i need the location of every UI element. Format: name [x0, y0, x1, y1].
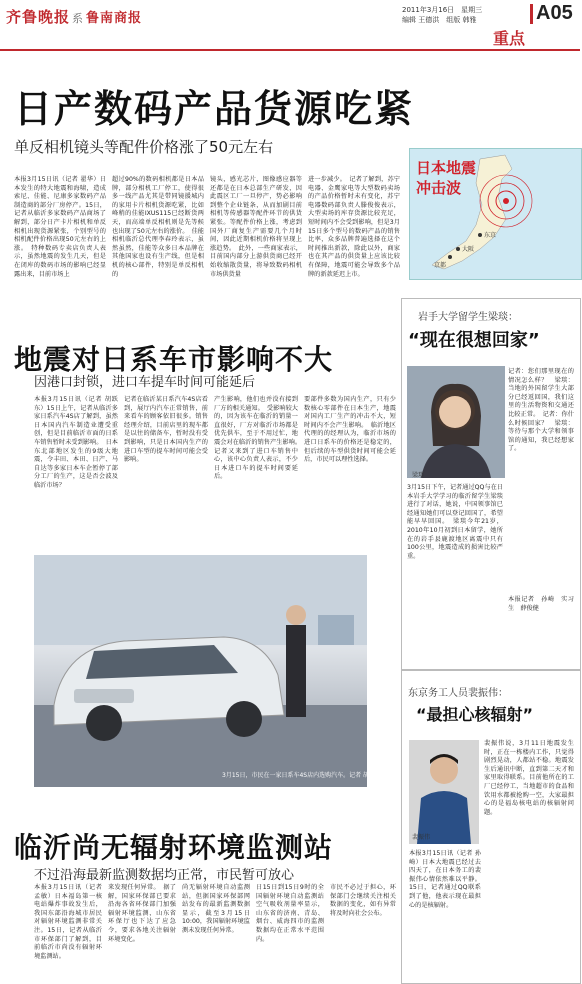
interview2-kicker: 东京务工人员裴振伟： — [408, 688, 508, 699]
story1-headline: 日产数码产品货源吃紧 — [14, 87, 415, 131]
story3-headline: 临沂尚无辐射环境监测站 — [14, 831, 334, 864]
paper-name: 齐鲁晚报 — [6, 8, 71, 26]
interview2-body: 本报3月15日讯（记者 孙崎）日本大地震已经过去四天了，在日本务工的裴振伟心情依然难以平静。15日，记者通过QQ联系到了他，他表示现在最担心的是核辐射。 — [409, 850, 481, 909]
editor-line: 编辑 王德洪 组版 韩雅 — [402, 16, 477, 24]
car-photo-caption: 3月15日，市民在一家日系车4S店内选购汽车。记者 胡跃东 摄 — [222, 772, 389, 779]
interview2-quote: “最担心核辐射” — [416, 705, 534, 724]
story3-column-1: 本报3月15日讯（记者 孟敏）日本福岛第一核电站爆炸事故发生后，我国东部沿海城市居民对辐射环境监测非常关注。15日，记者从临沂市环保部门了解到，目前临沂市尚没有辐射环境监测站。 — [34, 884, 102, 960]
story3-column-3: 尚无辐射环境自动监测站，但据国家环保部网站发布的最新监测数据显示，截至3月15日10:00，我国辐射环境监测未发现任何异常。 — [182, 884, 250, 934]
story2-column-3: 产生影响，他们也并没有接到厂方的相关通知。 受影响较大的，因为该车在临沂的销量一直很好，厂方对临沂市场都是优先供车，至于不用过忙，地震会对在临沂的销售产生影响。 记者又来到了进口车销售中心，该中心负责人表示，不少日本进口车的提车时间要延后。 — [214, 396, 305, 481]
story1-column-3: 镜头，感光芯片，图像感应器等还都是在日本总部生产研发，因此震区工厂一旦停产，势必影响到整个企业链条，从而加剧目前相机等传感器等配件环节的供货紧张。等配件价格上涨，考虑到国外厂商复生产需要几个月时间，因此近期相机价格将呈现上涨趋势。 此外，一些商家表示，目前国内部分上游供货商已经开始收缩散货量，将导致数码相机市场供货量 — [210, 176, 302, 278]
map-city-osaka: 大阪 — [462, 246, 475, 253]
newspaper-logo — [6, 6, 142, 27]
interview2-photo-caption: 裴振伟 — [412, 834, 431, 841]
interview1-quote: “现在很想回家” — [408, 330, 540, 351]
story1-column-4: 进一步减少。 记者了解到，苏宁电器、金鹰家电等大型数码卖场的产品价格暂时未有变化，苏宁电器数码部负责人滕俊俊表示，大型卖场的库存货源比较充足，短时间内不会受到影响，但是3月15日多个型号的数码产品的销售比率，众多品牌普遍选择在这个时间推出新款，除此以外，商家也在其产品的供货量上应该比较有保障，地震可能会导致多个品牌的新款延迟上市。 — [308, 176, 400, 278]
story2-column-1: 本报3月15日讯（记者 胡跃东）15日上午，记者从临沂多家日系汽车4S店了解到，虽然日本国内汽车制造业遭受重创，但是目前临沂市面的日系车销售暂时未受到影响。 日本东北部地区发生的9级大地震，令丰田、本田、日产、马自达等多家日本车企暂停了部分工厂的生产，这是否会波及临沂市场？ — [34, 396, 118, 489]
story1-subhead: 单反相机镜头等配件价格涨了50元左右 — [14, 138, 274, 156]
logo-separator: 系 — [72, 12, 85, 25]
issue-date: 2011年3月16日 星期三 — [402, 6, 483, 14]
story2-column-4: 要部件多数为国内生产，只有少数核心零部件在日本生产，地震对国内工厂生产的冲击不大，短时间内不会产生影响。 临沂地区代理的的经理认为，临沂市场的进口日系车的价格还是稳定的，但后续的车型供货时间可能会延后，市民可以理性选择。 — [304, 396, 396, 464]
map-city-tokyo: 东京 — [484, 232, 497, 239]
person-photo-icon — [407, 366, 505, 478]
car-showroom-photo — [34, 555, 367, 787]
story3-column-2: 来发现任何异常。 据了解，国家环保部已要求沿海各省环保部门加强辐射环境监测，山东省环保厅也下达了应急令，要求各地关注辐射环境变化。 — [108, 884, 176, 943]
story1-column-1: 本报3月15日讯（记者 翟华）日本发生的特大地震和海啸，造成索尼、佳能、尼康多家数码产品制造商的部分厂房停产。15日，记者从临沂多家数码产品商场了解到，部分日产卡片相机和单反相机出现货源紧张，个别型号的相机配件价格出现50元左右的上涨。 特种数码专卖店负责人表示，虽然地震的发生几天，但是在闭库的数码市场的影响已经显露出来，目前市场上 — [14, 176, 106, 278]
map-title-line2: 冲击波 — [416, 179, 462, 197]
story2-subhead: 因港口封锁，进口车提车时间可能延后 — [34, 375, 256, 390]
car-photo-illustration — [34, 555, 367, 787]
story3-subhead: 不过沿海最新监测数据均正常，市民暂可放心 — [34, 868, 295, 883]
interview1-body: 3月15日下午，记者通过QQ与在日本岩手大学学习的临沂留学生梁琰进行了对话，她说，中国领事馆已经通知她们可以登记回国了，希望能早早回国。 梁琰今年21岁，2010年10月初到日本留学，她所在的岩手县鹿渡地区离震中只有100公里，地震造成的损害比较严重。 — [407, 484, 503, 560]
interview1-byline: 本报记者 孙崎 实习生 薛俊健 — [508, 596, 574, 612]
interview2-side-column: 裴振伟说，3月11日地震发生时，正在一栋楼内工作，只觉得剧烈晃动，人都站不稳。地震发生后通讯中断，直到第二天才和家里取得联系。目前他所在的工厂已经停工，当地超市的食品和饮用水都被抢购一空，大家最担心的是福岛核电站的核辐射问题。 — [484, 740, 574, 816]
map-title-line1: 日本地震 — [416, 159, 477, 177]
sub-paper-name: 鲁南商报 — [86, 11, 143, 26]
page-number: A05 — [536, 2, 573, 24]
map-city-kyoto: 京都 — [434, 262, 447, 269]
interview1-qa-column: 记者：您们那里现在的情况怎么样？ 梁琰：当地的外国留学生大部分已经返回国，我们这里的生活物资和交通还比较正常。 记者：你什么时候回家？ 梁琰：等待与那个大学和领事馆的通知，我已经想家了。 — [508, 368, 574, 453]
map-graphic — [410, 149, 581, 279]
story3-column-4: 日15日到15日9时的全国辐射环境自动监测站空气吸收剂量率显示，山东省的济南、青岛、烟台、威海四市的监测数据均在正常水平范围内。 — [256, 884, 324, 943]
masthead — [0, 0, 580, 52]
story3-column-5: 市民不必过于担心，环保部门会继续关注相关数据的变化，如有异常将及时向社会公布。 — [330, 884, 396, 917]
section-label: 重点 — [493, 29, 526, 48]
story1-column-2: 超过90%的数码相机都是日本品牌，部分相机工厂停工，使得很多一线产品尤其是带同镜援城内的家用卡片相机货源吃紧，比如峰稍的佳能IXUS115已经断货两天，而高端单反相机则是先等候也出现了50元左右的涨价。 佳能相机临沂总代理李春玲表示，虽然虽然，佳能等众多日本品牌在其他国家也设有生产线，但是相机的核心部件，特别是单反相机的 — [112, 176, 204, 278]
person-photo-icon-2 — [409, 740, 479, 844]
interview2-photo — [409, 740, 479, 844]
date-info — [402, 5, 482, 25]
story2-headline: 地震对日系车市影响不大 — [14, 343, 334, 376]
interview1-photo-caption: 梁琰 — [412, 472, 425, 479]
interview1-kicker: 岩手大学留学生梁琰： — [418, 312, 518, 323]
story2-column-2: 记者在临沂某日系汽车4S店看到，展厅内汽车正常销售，前来看车的顾客依旧很多。销售经理介绍，目前店里的现车都是以往的储备车，暂时没有受到影响，只是日本国内生产的进口车型的提车时间可能会受影响。 — [124, 396, 208, 464]
page-accent-bar — [530, 4, 533, 24]
masthead-rule — [0, 49, 580, 51]
interview1-photo — [407, 366, 505, 478]
japan-quake-map — [409, 148, 582, 280]
